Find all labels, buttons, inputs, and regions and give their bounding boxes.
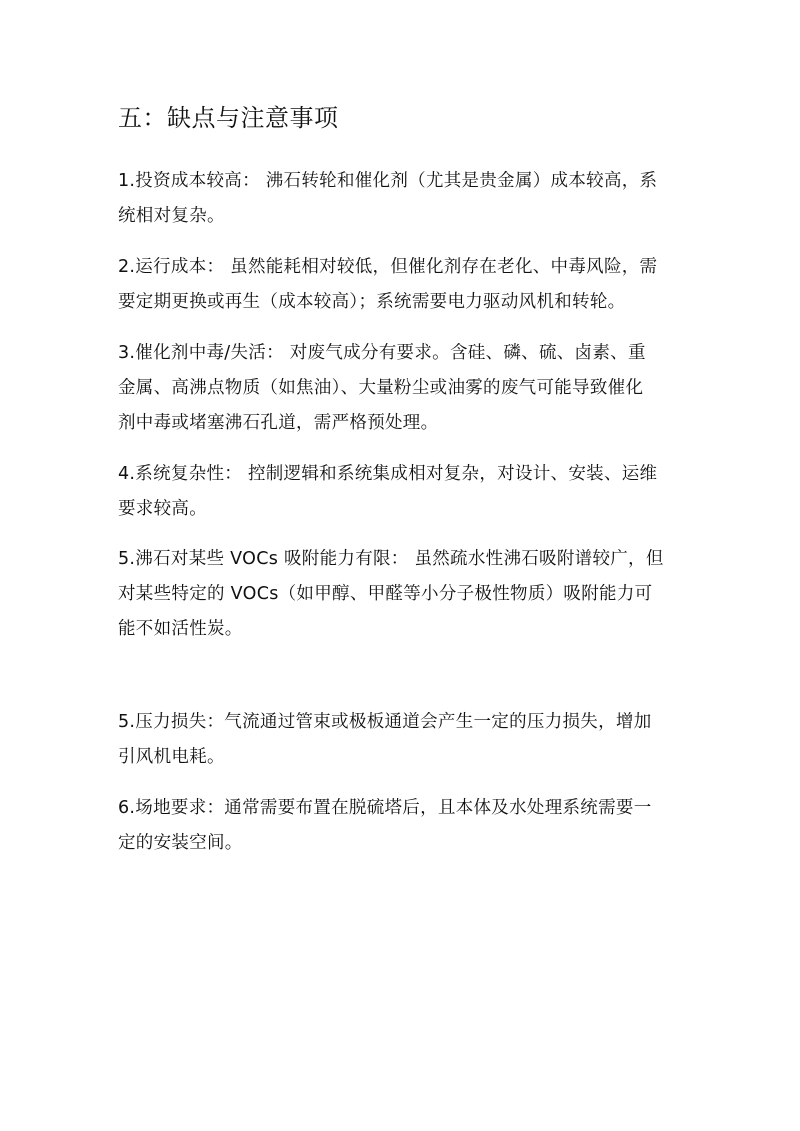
- paragraph-line: 统相对复杂。: [118, 206, 225, 226]
- paragraph-line: 定的安装空间。: [118, 833, 243, 853]
- paragraph-catalyst-poisoning: [118, 336, 693, 441]
- paragraph-operating-cost: [118, 250, 693, 320]
- paragraph-line: 对某些特定的 VOCs（如甲醇、甲醛等小分子极性物质）吸附能力可: [118, 584, 653, 604]
- paragraph-line: 3.催化剂中毒/失活： 对废气成分有要求。含硅、磷、硫、卤素、重: [118, 343, 646, 363]
- paragraph-line: 金属、高沸点物质（如焦油）、大量粉尘或油雾的废气可能导致催化: [118, 378, 644, 398]
- paragraph-line: 要求较高。: [118, 499, 207, 519]
- paragraph-line: 要定期更换或再生（成本较高）；系统需要电力驱动风机和转轮。: [118, 292, 626, 312]
- paragraph-system-complexity: [118, 457, 693, 527]
- paragraph-investment-cost: [118, 164, 693, 234]
- paragraph-pressure-loss: [118, 705, 693, 775]
- paragraph-site-requirements: [118, 791, 693, 861]
- paragraph-line: 4.系统复杂性： 控制逻辑和系统集成相对复杂，对设计、安装、运维: [118, 464, 658, 484]
- paragraph-line: 2.运行成本： 虽然能耗相对较低，但催化剂存在老化、中毒风险，需: [118, 257, 658, 277]
- paragraph-line: 能不如活性炭。: [118, 619, 243, 639]
- section-heading: 五：缺点与注意事项: [118, 104, 339, 132]
- paragraph-line: 引风机电耗。: [118, 747, 225, 767]
- paragraph-line: 6.场地要求：通常需要布置在脱硫塔后，且本体及水处理系统需要一: [118, 798, 652, 818]
- paragraph-line: 剂中毒或堵塞沸石孔道，需严格预处理。: [118, 413, 439, 433]
- paragraph-zeolite-adsorption: [118, 542, 693, 647]
- paragraph-line: 5.沸石对某些 VOCs 吸附能力有限： 虽然疏水性沸石吸附谱较广，但: [118, 549, 664, 569]
- paragraph-line: 5.压力损失：气流通过管束或极板通道会产生一定的压力损失，增加: [118, 712, 652, 732]
- paragraph-line: 1.投资成本较高： 沸石转轮和催化剂（尤其是贵金属）成本较高，系: [118, 171, 658, 191]
